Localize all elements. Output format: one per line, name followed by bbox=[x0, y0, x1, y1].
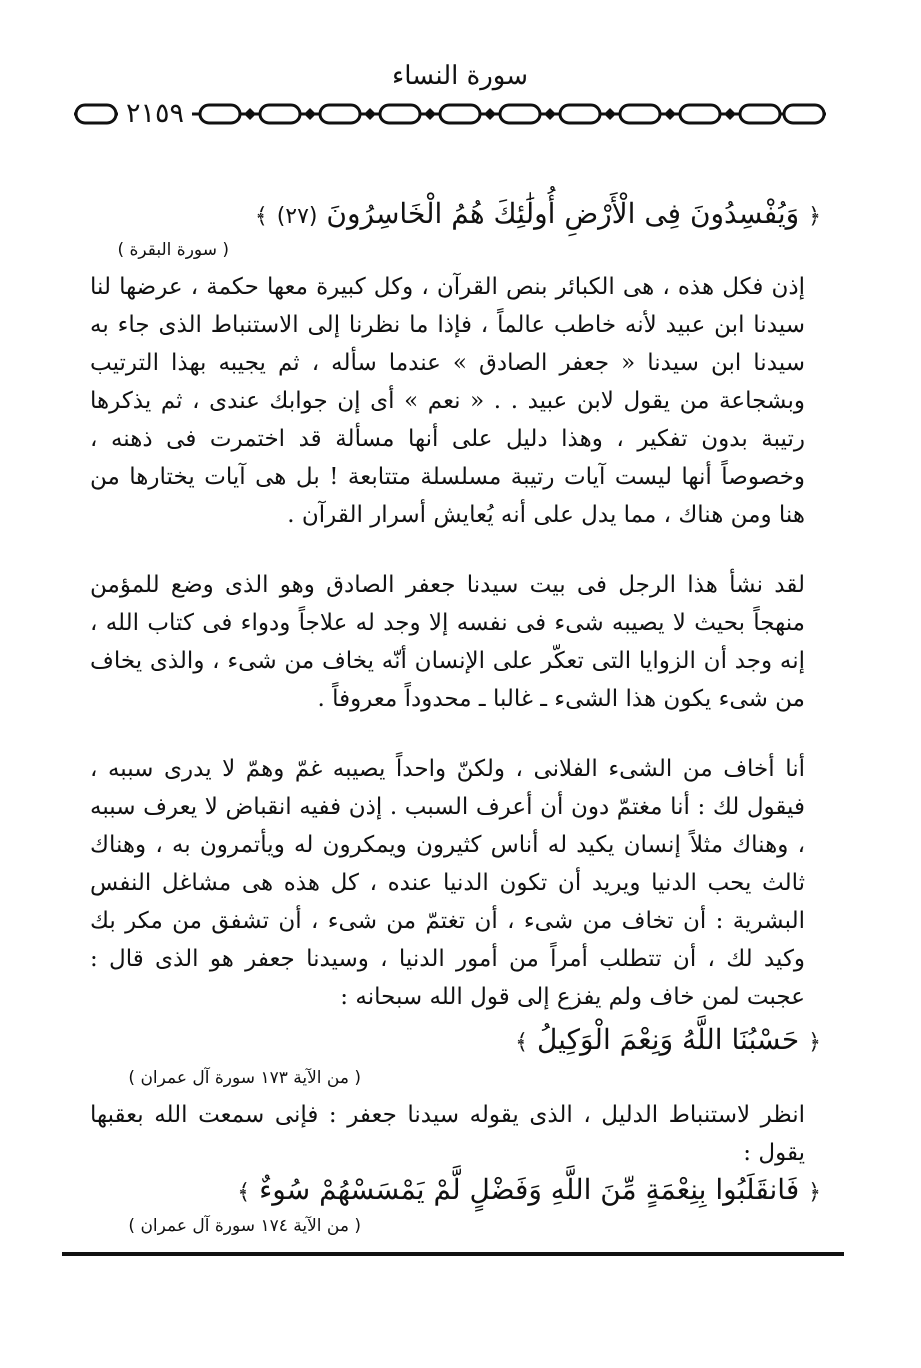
footer-rule bbox=[62, 1252, 844, 1256]
verse-open-bracket: ﴿ bbox=[808, 1180, 821, 1205]
verse-source: ( سورة البقرة ) bbox=[117, 240, 229, 260]
verse-close-bracket: ﴾ bbox=[515, 1030, 529, 1055]
verse-source: ( من الآية ١٧٤ سورة آل عمران ) bbox=[128, 1216, 361, 1236]
verse-text: فَانقَلَبُوا بِنِعْمَةٍ مِّنَ اللَّهِ وَفَضْلٍ لَّمْ يَمْسَسْهُمْ سُوءٌ bbox=[259, 1173, 800, 1206]
verse-source: ( من الآية ١٧٣ سورة آل عمران ) bbox=[128, 1068, 361, 1088]
paragraph-1: إذن فكل هذه ، هى الكبائر بنص القرآن ، وكل كبيرة معها حكمة ، عرضها لنا سيدنا ابن عبيد لأنه خاطب عالماً ، فإذا ما نظرنا إلى الاستنباط الذى جاء به سيدنا ابن سيدنا « جعفر الصادق » عندما سأله ، ثم يجيبه بهذا الترتيب وبشجاعة من يقول لابن عبيد . . « نعم » أى إن جوابك عندى ، ثم يذكرها رتيبة بدون تفكير ، وهذا دليل على أنها مسألة قد اختمرت فى ذهنه ، وخصوصاً أنها ليست آيات رتيبة مسلسلة متتابعة ! بل هى آيات يختارها من هنا ومن هناك ، مما يدل على أنه يُعايش أسرار القرآن . bbox=[90, 274, 805, 528]
paragraph-2: لقد نشأ هذا الرجل فى بيت سيدنا جعفر الصادق وهو الذى وضع للمؤمن منهجاً بحيث لا يصيبه شىء فى نفسه إلا وجد له علاجاً ودواء فى كتاب الله ، إنه وجد أن الزوايا التى تعكّر على الإنسان أنّه يخاف من شىء ، والذى يخاف من شىء يكون هذا الشىء ـ غالبا ـ محدوداً معروفاً . bbox=[90, 572, 805, 712]
surah-title: سورة النساء bbox=[392, 61, 528, 91]
verse-number: (٢٧) bbox=[276, 204, 318, 229]
verse-text: حَسْبُنَا اللَّهُ وَنِعْمَ الْوَكِيلُ bbox=[536, 1023, 800, 1056]
quran-verse-3 bbox=[237, 1168, 821, 1215]
quran-verse-2 bbox=[515, 1018, 821, 1065]
quran-verse-1 bbox=[255, 192, 821, 239]
verse-close-bracket: ﴾ bbox=[237, 1180, 251, 1205]
verse-open-bracket: ﴿ bbox=[808, 204, 821, 229]
verse-text: وَيُفْسِدُونَ فِى الْأَرْضِ أُولَٰئِكَ هُمُ الْخَاسِرُونَ bbox=[326, 197, 800, 230]
page-number: ٢١٥٩ bbox=[118, 97, 192, 131]
paragraph-4: انظر لاستنباط الدليل ، الذى يقوله سيدنا جعفر : فإنى سمعت الله بعقبها يقول : bbox=[90, 1102, 805, 1166]
verse-open-bracket: ﴿ bbox=[808, 1030, 821, 1055]
verse-close-bracket: ﴾ bbox=[254, 204, 268, 229]
paragraph-3: أنا أخاف من الشىء الفلانى ، ولكنّ واحداً يصيبه غمّ وهمّ لا يدرى سببه ، فيقول لك : أنا مغتمّ دون أن أعرف السبب . إذن ففيه انقباض لا يعرف سببه ، وهناك مثلاً إنسان يكيد له أناس كثيرون ويمكرون له ويأتمرون به ، وهناك ثالث يحب الدنيا ويريد أن تكون الدنيا عنده ، كل هذه هى مشاغل النفس البشرية : أن تخاف من شىء ، أن تغتمّ من شىء ، أن تشفق من مكر بك وكيد لك ، أن تتطلب أمراً من أمور الدنيا ، وسيدنا جعفر هو الذى قال : عجبت لمن خاف ولم يفزع إلى قول الله سبحانه : bbox=[90, 756, 805, 1010]
